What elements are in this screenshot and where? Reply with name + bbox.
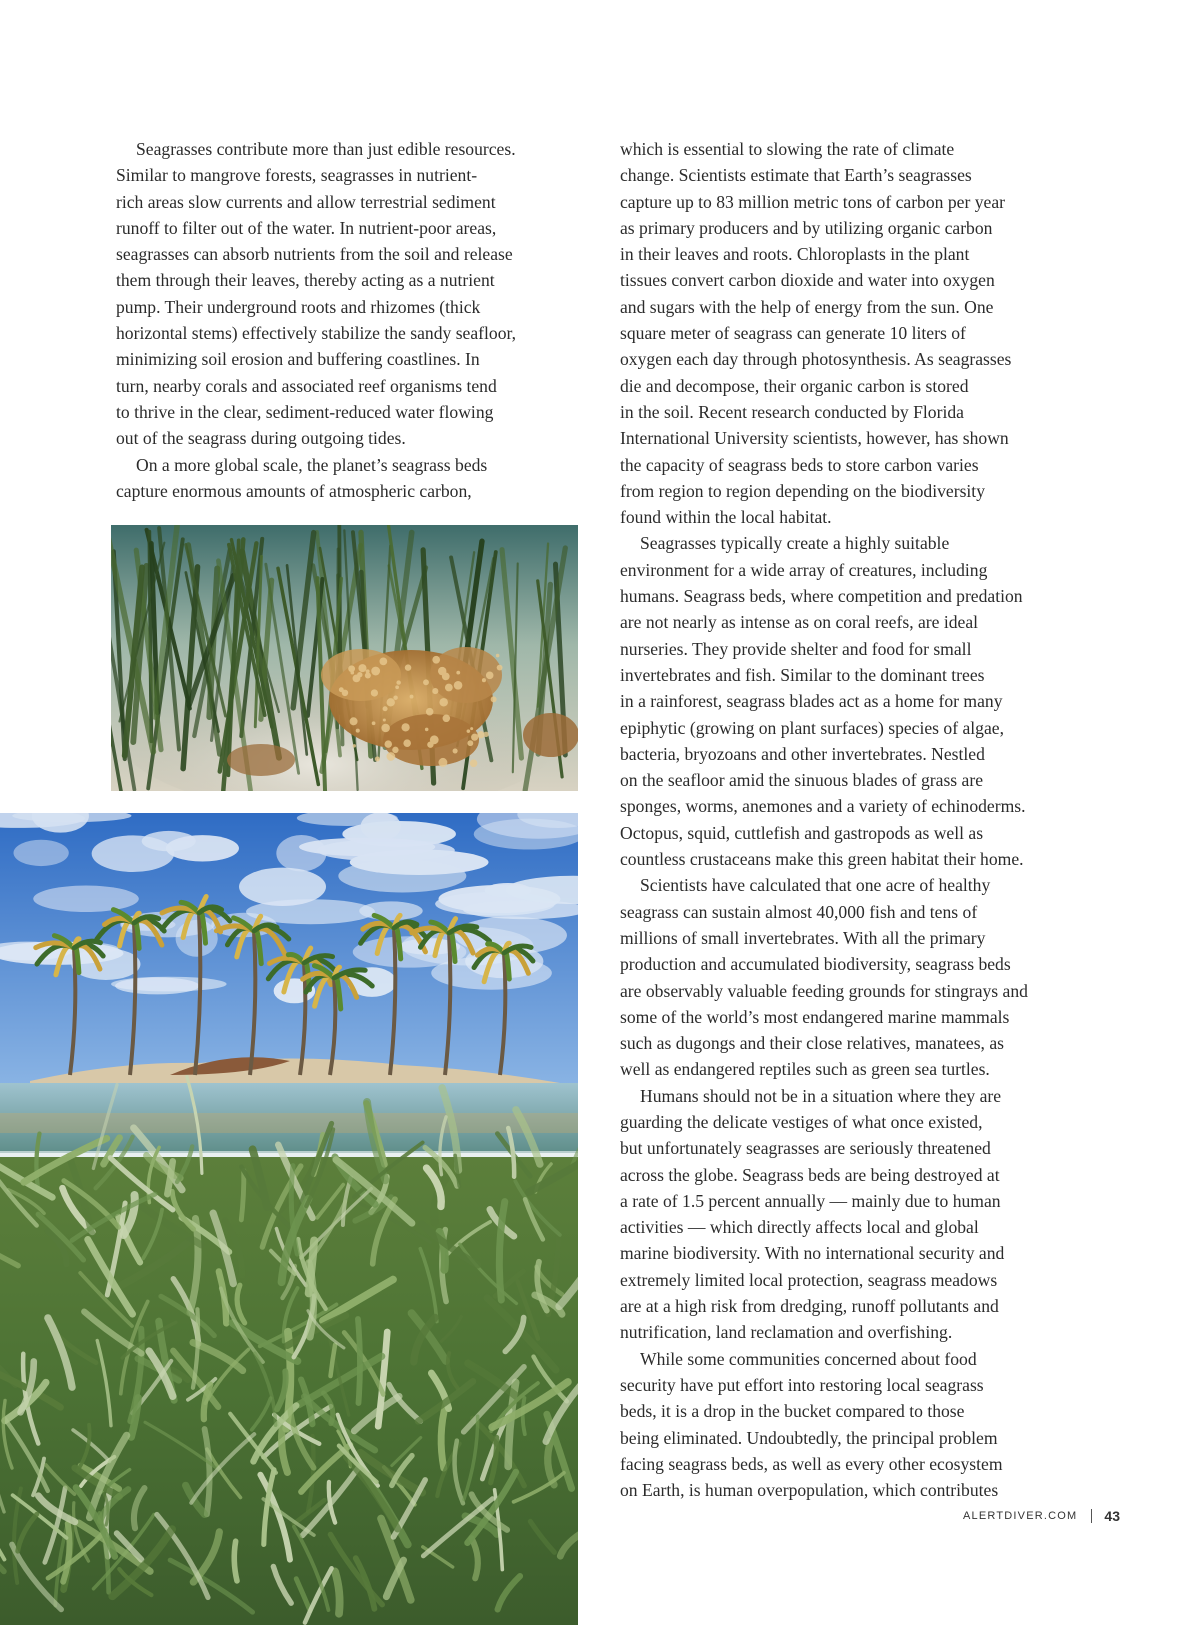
paragraph	[620, 872, 1090, 1082]
text-line: such as dugongs and their close relatives, manatees, as	[620, 1033, 1005, 1054]
text-line: seagrasses can absorb nutrients from the soil and release	[116, 244, 513, 265]
text-line: but unfortunately seagrasses are seriously threatened	[620, 1138, 991, 1159]
page-footer	[963, 1508, 1120, 1524]
text-line: production and accumulated biodiversity, seagrass beds	[620, 954, 1011, 975]
text-line: the capacity of seagrass beds to store carbon varies	[620, 454, 979, 475]
text-line: extremely limited local protection, seagrass meadows	[620, 1269, 998, 1290]
text-line: die and decompose, their organic carbon is stored	[620, 375, 969, 396]
text-line: well as endangered reptiles such as green sea turtles.	[620, 1059, 990, 1080]
text-line: epiphytic (growing on plant surfaces) species of algae,	[620, 717, 1004, 738]
text-line: invertebrates and fish. Similar to the dominant trees	[620, 664, 985, 685]
text-line: activities — which directly affects local and global	[620, 1217, 979, 1238]
text-line: to thrive in the clear, sediment-reduced water flowing	[116, 401, 494, 422]
text-line: and sugars with the help of energy from the sun. One	[620, 296, 994, 317]
text-line: as primary producers and by utilizing organic carbon	[620, 217, 993, 238]
paragraph	[620, 530, 1090, 872]
text-line: in the soil. Recent research conducted by Florida	[620, 401, 964, 422]
text-line: from region to region depending on the biodiversity	[620, 480, 985, 501]
text-line: seagrass can sustain almost 40,000 fish and tens of	[620, 901, 978, 922]
left-text-column	[116, 136, 586, 504]
text-line: While some communities concerned about food	[640, 1348, 977, 1369]
text-line: are observably valuable feeding grounds for stingrays and	[620, 980, 1028, 1001]
paragraph	[620, 1083, 1090, 1346]
footer-divider	[1091, 1509, 1092, 1523]
text-line: a rate of 1.5 percent annually — mainly due to human	[620, 1190, 1001, 1211]
text-line: tissues convert carbon dioxide and water into oxygen	[620, 270, 995, 291]
text-line: on the seafloor amid the sinuous blades of grass are	[620, 770, 984, 791]
text-line: nutrification, land reclamation and overfishing.	[620, 1322, 953, 1343]
text-line: square meter of seagrass can generate 10 liters of	[620, 323, 966, 344]
text-line: Seagrasses contribute more than just edible resources.	[136, 139, 516, 159]
text-line: in their leaves and roots. Chloroplasts in the plant	[620, 244, 970, 265]
text-line: Octopus, squid, cuttlefish and gastropods as well as	[620, 822, 984, 843]
text-line: some of the world’s most endangered marine mammals	[620, 1006, 1010, 1027]
text-line: beds, it is a drop in the bucket compared to those	[620, 1401, 965, 1422]
paragraph	[620, 1346, 1090, 1504]
text-line: turn, nearby corals and associated reef organisms tend	[116, 375, 497, 396]
paragraph	[620, 136, 1090, 530]
text-line: Similar to mangrove forests, seagrasses in nutrient-	[116, 165, 478, 186]
text-line: Scientists have calculated that one acre of healthy	[640, 875, 991, 896]
paragraph	[116, 452, 586, 505]
text-line: security have put effort into restoring local seagrass	[620, 1374, 984, 1395]
text-line: On a more global scale, the planet’s seagrass beds	[136, 454, 488, 475]
text-line: horizontal stems) effectively stabilize the sandy seafloor,	[116, 323, 517, 344]
underwater-seagrass-photo	[111, 525, 578, 791]
text-line: capture enormous amounts of atmospheric carbon,	[116, 480, 472, 501]
text-line: Seagrasses typically create a highly suitable	[640, 533, 950, 554]
text-line: marine biodiversity. With no international security and	[620, 1243, 1005, 1264]
text-line: minimizing soil erosion and buffering coastlines. In	[116, 349, 480, 370]
paragraph	[116, 136, 586, 452]
text-line: humans. Seagrass beds, where competition and predation	[620, 586, 1023, 607]
text-line: are not nearly as intense as on coral reefs, are ideal	[620, 612, 979, 633]
text-line: facing seagrass beds, as well as every other ecosystem	[620, 1453, 1003, 1474]
text-line: found within the local habitat.	[620, 507, 832, 528]
text-line: International University scientists, however, has shown	[620, 428, 1009, 449]
text-line: Humans should not be in a situation where they are	[640, 1085, 1002, 1106]
island-split-level-photo	[0, 813, 578, 1625]
text-line: oxygen each day through photosynthesis. As seagrasses	[620, 349, 1012, 370]
text-line: pump. Their underground roots and rhizomes (thick	[116, 296, 481, 317]
text-line: are at a high risk from dredging, runoff pollutants and	[620, 1296, 999, 1317]
text-line: in a rainforest, seagrass blades act as a home for many	[620, 691, 1003, 712]
text-line: environment for a wide array of creatures, including	[620, 559, 988, 580]
page-number: 43	[1104, 1508, 1120, 1524]
text-line: on Earth, is human overpopulation, which contributes	[620, 1480, 999, 1501]
text-line: out of the seagrass during outgoing tides.	[116, 428, 406, 449]
right-text-column	[620, 136, 1090, 1503]
text-line: runoff to filter out of the water. In nutrient-poor areas,	[116, 217, 497, 238]
text-line: bacteria, bryozoans and other invertebrates. Nestled	[620, 743, 985, 764]
text-line: sponges, worms, anemones and a variety of echinoderms.	[620, 796, 1026, 817]
text-line: nurseries. They provide shelter and food for small	[620, 638, 972, 659]
text-line: being eliminated. Undoubtedly, the principal problem	[620, 1427, 998, 1448]
text-line: change. Scientists estimate that Earth’s seagrasses	[620, 165, 972, 186]
text-line: them through their leaves, thereby acting as a nutrient	[116, 270, 495, 291]
text-line: rich areas slow currents and allow terrestrial sediment	[116, 191, 496, 212]
text-line: capture up to 83 million metric tons of carbon per year	[620, 191, 1005, 212]
text-line: millions of small invertebrates. With all the primary	[620, 927, 986, 948]
text-line: which is essential to slowing the rate of climate	[620, 139, 955, 159]
text-line: guarding the delicate vestiges of what once existed,	[620, 1111, 983, 1132]
text-line: across the globe. Seagrass beds are being destroyed at	[620, 1164, 1000, 1185]
text-line: countless crustaceans make this green habitat their home.	[620, 849, 1024, 870]
footer-website: ALERTDIVER.COM	[963, 1510, 1078, 1522]
